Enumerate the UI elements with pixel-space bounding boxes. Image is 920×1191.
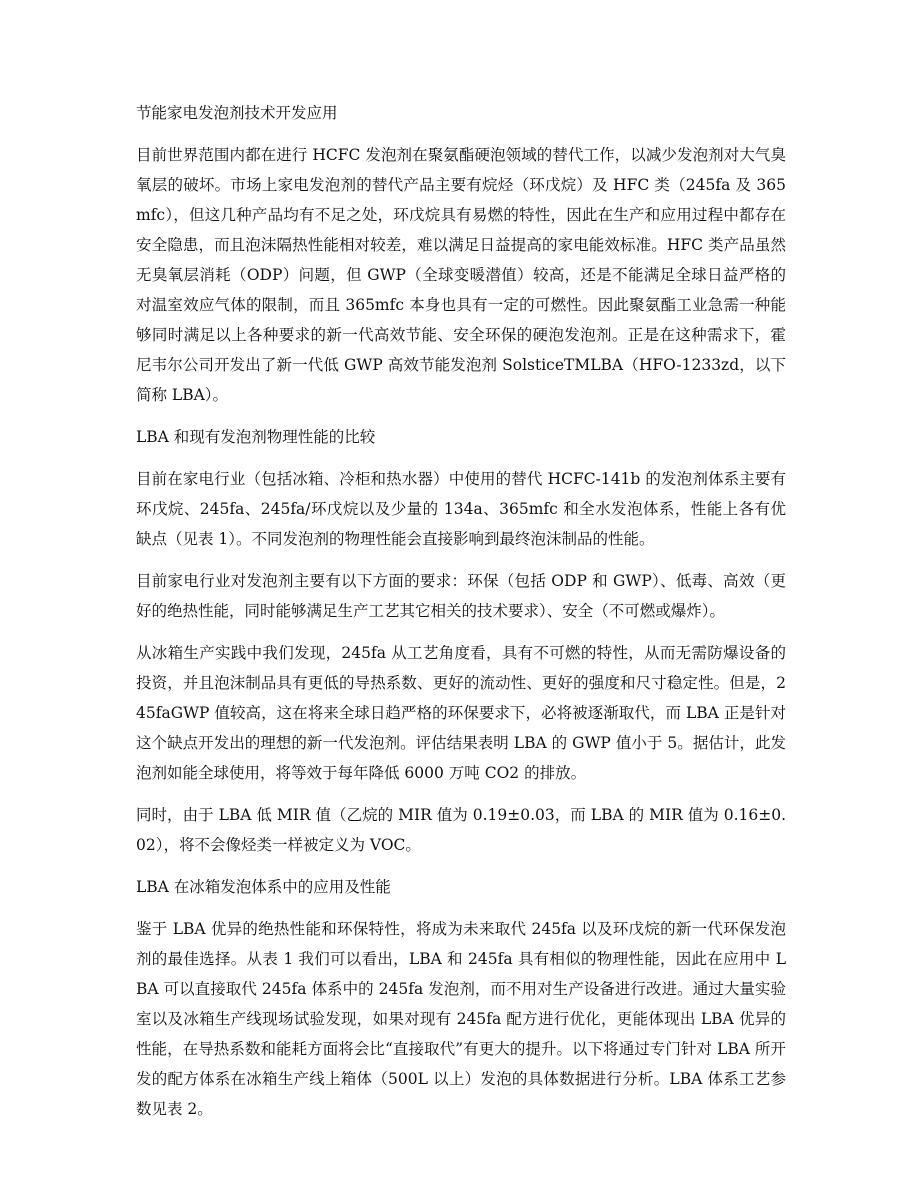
section-heading-application: LBA 在冰箱发泡体系中的应用及性能 bbox=[136, 878, 391, 896]
paragraph-requirements: 目前家电行业对发泡剂主要有以下方面的要求：环保（包括 ODP 和 GWP）、低毒、高效（更好的绝热性能，同时能够满足生产工艺其它相关的技术要求）、安全（不可燃或爆炸）。 bbox=[136, 572, 786, 620]
paragraph-intro: 目前世界范围内都在进行 HCFC 发泡剂在聚氨酯硬泡领域的替代工作，以减少发泡剂对大气臭氧层的破坏。市场上家电发泡剂的替代产品主要有烷烃（环戊烷）及 HFC 类（245fa 及 365mfc），但这几种产品均有不足之处，环戊烷具有易燃的特性，因此在生产和应用过程中都存在安全隐患，而且泡沫隔热性能相对较差，难以满足日益提高的家电能效标准。HFC 类产品虽然无臭氧层消耗（ODP）问题，但 GWP（全球变暖潜值）较高，还是不能满足全球日益严格的对温室效应气体的限制，而且 365mfc 本身也具有一定的可燃性。因此聚氨酯工业急需一种能够同时满足以上各种要求的新一代高效节能、安全环保的硬泡发泡剂。正是在这种需求下，霍尼韦尔公司开发出了新一代低 GWP 高效节能发泡剂 SolsticeTMLBA（HFO-1233zd，以下简称 LBA）。 bbox=[136, 146, 786, 404]
paragraph-245fa-practice: 从冰箱生产实践中我们发现，245fa 从工艺角度看，具有不可燃的特性，从而无需防爆设备的投资，并且泡沫制品具有更低的导热系数、更好的流动性、更好的强度和尺寸稳定性。但是，245faGWP 值较高，这在将来全球日趋严格的环保要求下，必将被逐渐取代，而 LBA 正是针对这个缺点开发出的理想的新一代发泡剂。评估结果表明 LBA 的 GWP 值小于 5。据估计，此发泡剂如能全球使用，将等效于每年降低 6000 万吨 CO2 的排放。 bbox=[136, 644, 786, 782]
document-title: 节能家电发泡剂技术开发应用 bbox=[136, 104, 338, 122]
section-heading-comparison: LBA 和现有发泡剂物理性能的比较 bbox=[136, 428, 376, 446]
paragraph-mir-value: 同时，由于 LBA 低 MIR 值（乙烷的 MIR 值为 0.19±0.03，而 LBA 的 MIR 值为 0.16±0.02），将不会像烃类一样被定义为 VOC。 bbox=[136, 806, 786, 854]
paragraph-current-systems: 目前在家电行业（包括冰箱、冷柜和热水器）中使用的替代 HCFC-141b 的发泡剂体系主要有环戊烷、245fa、245fa/环戊烷以及少量的 134a、365mfc 和全水发泡体系，性能上各有优缺点（见表 1）。不同发泡剂的物理性能会直接影响到最终泡沫制品的性能。 bbox=[136, 470, 786, 548]
document-body bbox=[136, 98, 786, 1136]
paragraph-application: 鉴于 LBA 优异的绝热性能和环保特性，将成为未来取代 245fa 以及环戊烷的新一代环保发泡剂的最佳选择。从表 1 我们可以看出，LBA 和 245fa 具有相似的物理性能，因此在应用中 LBA 可以直接取代 245fa 体系中的 245fa 发泡剂，而不用对生产设备进行改进。通过大量实验室以及冰箱生产线现场试验发现，如果对现有 245fa 配方进行优化，更能体现出 LBA 优异的性能，在导热系数和能耗方面将会比“直接取代”有更大的提升。以下将通过专门针对 LBA 所开发的配方体系在冰箱生产线上箱体（500L 以上）发泡的具体数据进行分析。LBA 体系工艺参数见表 2。 bbox=[136, 920, 786, 1118]
